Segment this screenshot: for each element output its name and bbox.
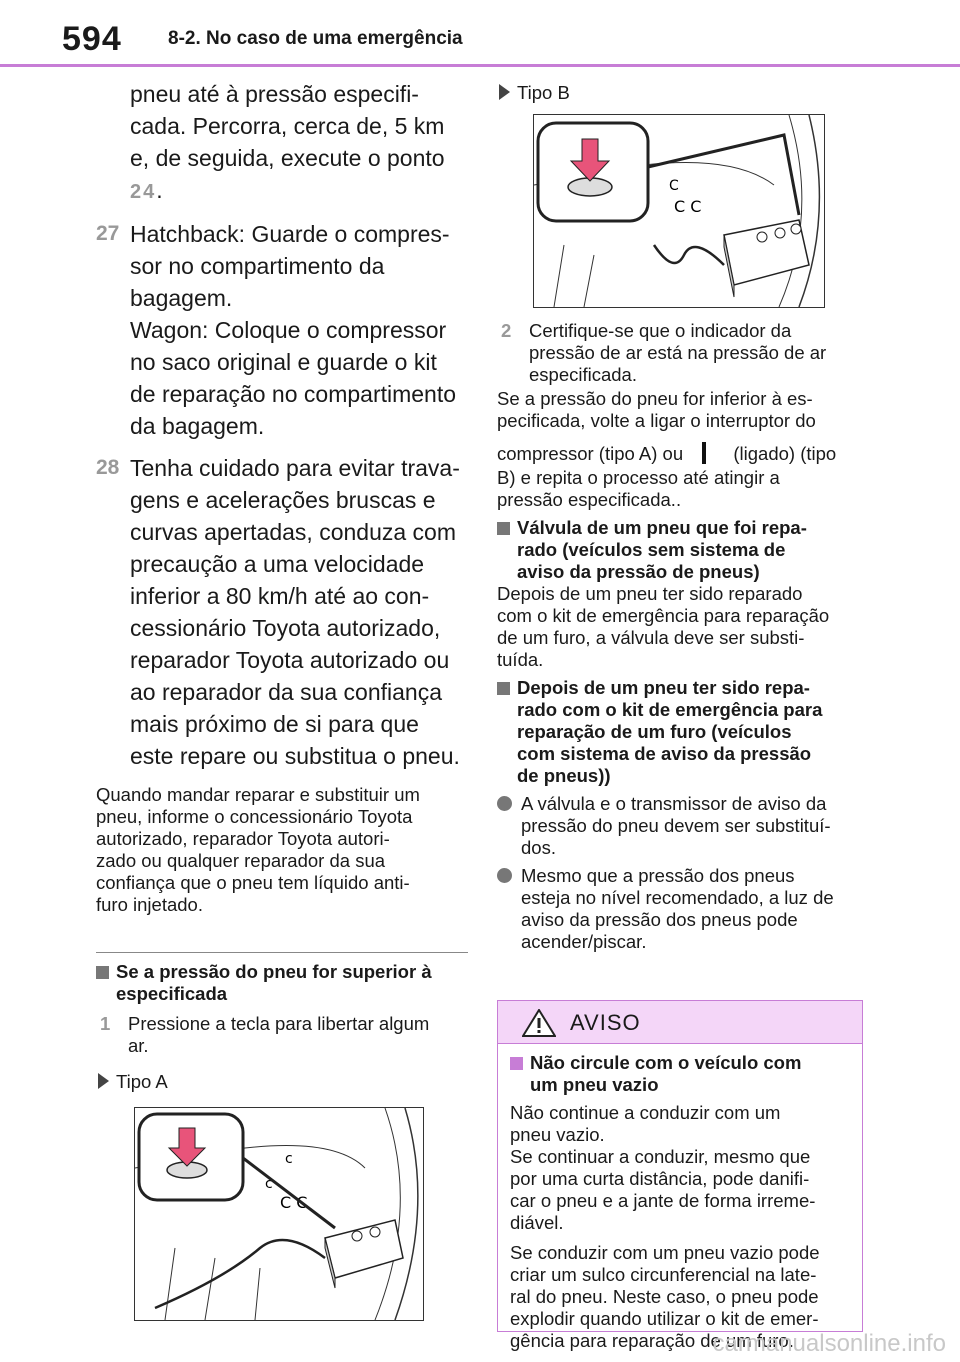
text-line: no saco original e guarde o kit	[130, 349, 437, 375]
text-line: pressão especificada..	[497, 489, 682, 510]
text-line: dos.	[521, 837, 556, 858]
svg-text:C C: C C	[280, 1193, 308, 1212]
page-number: 594	[62, 20, 122, 58]
text-line: diável.	[510, 1212, 564, 1233]
text-line: reparador Toyota autorizado ou	[130, 647, 450, 673]
note-paragraph	[96, 784, 468, 916]
text-line: Se a pressão do pneu for superior à	[116, 961, 432, 982]
type-a-label	[96, 1071, 468, 1093]
text-line: pressão de ar está na pressão de ar	[529, 342, 827, 363]
round-bullet-icon	[497, 868, 512, 883]
text-line: um pneu vazio	[530, 1074, 659, 1095]
text-line: Não circule com o veículo com	[530, 1052, 802, 1073]
text-line: Válvula de um pneu que foi repa-	[517, 517, 807, 538]
text-line: Se a pressão do pneu for inferior à es-	[497, 388, 813, 409]
round-bullet-icon	[497, 796, 512, 811]
step-28	[96, 452, 468, 772]
text-line: Depois de um pneu ter sido reparado	[497, 583, 803, 604]
square-bullet-icon	[510, 1057, 523, 1070]
text-line: Tenha cuidado para evitar trava-	[130, 455, 460, 481]
illustration-type-a	[134, 1107, 424, 1321]
text-line: Pressione a tecla para libertar algum	[128, 1013, 430, 1034]
intro-text	[96, 78, 468, 208]
step-number: 28	[96, 456, 120, 479]
text-line: reparação de um furo (veículos	[517, 721, 792, 742]
subheading-valve-tpms	[497, 677, 863, 787]
text-line: Quando mandar reparar e substituir um	[96, 784, 420, 805]
triangle-bullet-icon	[499, 84, 510, 100]
svg-text:c: c	[265, 1176, 273, 1192]
text-line: Hatchback: Guarde o compres-	[130, 221, 450, 247]
type-label-text: Tipo B	[517, 82, 570, 103]
text-line: acender/piscar.	[521, 931, 647, 952]
text-line: ral do pneu. Neste caso, o pneu pode	[510, 1286, 819, 1307]
square-bullet-icon	[96, 966, 109, 979]
svg-text:C: C	[669, 178, 679, 194]
warning-header	[498, 1001, 862, 1044]
text-line: A válvula e o transmissor de aviso da	[521, 793, 827, 814]
step-2	[497, 320, 863, 386]
text-line: de reparação no compartimento	[130, 381, 457, 407]
step-reference: 24	[130, 181, 157, 203]
text-line: autorizado, reparador Toyota autori-	[96, 828, 390, 849]
subheading-valve-no-tpms	[497, 517, 863, 583]
text-line: precaução a uma velocidade	[130, 551, 425, 577]
step-1	[96, 1013, 468, 1057]
text-line: com sistema de aviso da pressão	[517, 743, 812, 764]
section-divider	[96, 952, 468, 953]
pressure-low-paragraph	[497, 388, 863, 511]
section-title: 8-2. No caso de uma emergência	[168, 28, 463, 49]
warning-title: AVISO	[570, 1010, 641, 1035]
step-number: 27	[96, 222, 120, 245]
text-line: tuída.	[497, 649, 544, 670]
step-number: 1	[100, 1013, 111, 1034]
text-line: pecificada, volte a ligar o interruptor do	[497, 410, 816, 431]
text-line: de um furo, a válvula deve ser substi-	[497, 627, 805, 648]
text-line: pneu vazio.	[510, 1124, 605, 1145]
triangle-bullet-icon	[98, 1073, 109, 1089]
text-line: cessionário Toyota autorizado,	[130, 615, 441, 641]
power-on-symbol-icon	[702, 442, 706, 464]
compressor-type-b-illustration	[534, 115, 824, 307]
valve-paragraph	[497, 583, 863, 671]
text-line: gens e acelerações bruscas e	[130, 487, 436, 513]
text-line	[130, 174, 468, 208]
text-line: aviso da pressão dos pneus pode	[521, 909, 798, 930]
text-line: Se continuar a conduzir, mesmo que	[510, 1146, 811, 1167]
square-bullet-icon	[497, 522, 510, 535]
text-line: Se conduzir com um pneu vazio pode	[510, 1242, 820, 1263]
watermark: carmanualsonline.info	[712, 1330, 946, 1357]
text-line: esteja no nível recomendado, a luz de	[521, 887, 834, 908]
left-column	[96, 78, 468, 1321]
text-line: pressão do pneu devem ser substituí-	[521, 815, 831, 836]
text-line: car o pneu e a jante de forma irreme-	[510, 1190, 816, 1211]
subheading-pressure-high	[96, 961, 468, 1005]
text-line: ao reparador da sua confiança	[130, 679, 442, 705]
text-line: furo injetado.	[96, 894, 203, 915]
text-line: com o kit de emergência para reparação	[497, 605, 830, 626]
text-line: sor no compartimento da	[130, 253, 385, 279]
bullet-item	[497, 793, 863, 859]
step-number: 2	[501, 320, 512, 341]
right-column	[497, 78, 863, 953]
svg-text:c: c	[285, 1151, 293, 1167]
type-label-text: Tipo A	[116, 1071, 168, 1092]
illustration-type-b	[533, 114, 825, 308]
text-line: rado com o kit de emergência para	[517, 699, 823, 720]
step-27	[96, 218, 468, 442]
warning-subheading	[510, 1052, 850, 1096]
text-line: pneu, informe o concessionário Toyota	[96, 806, 413, 827]
text-line	[497, 442, 863, 465]
text-line: da bagagem.	[130, 413, 265, 439]
text-fragment: compressor (tipo A) ou	[497, 443, 684, 464]
svg-text:C C: C C	[674, 197, 702, 216]
text-line: bagagem.	[130, 285, 233, 311]
text-line: inferior a 80 km/h até ao con-	[130, 583, 430, 609]
text-line: especificada.	[529, 364, 637, 385]
text-fragment: (ligado) (tipo	[733, 443, 837, 464]
warning-triangle-icon	[522, 1009, 556, 1037]
text-line: de pneus))	[517, 765, 611, 786]
text-line: Não continue a conduzir com um	[510, 1102, 781, 1123]
text-line: ar.	[128, 1035, 149, 1056]
text-line: Wagon: Coloque o compressor	[130, 317, 447, 343]
text-line: Mesmo que a pressão dos pneus	[521, 865, 795, 886]
page-header	[0, 0, 960, 66]
text-line: curvas apertadas, conduza com	[130, 519, 457, 545]
text-line: Depois de um pneu ter sido repa-	[517, 677, 810, 698]
warning-body	[498, 1044, 862, 1352]
text-line: explodir quando utilizar o kit de emer-	[510, 1308, 819, 1329]
compressor-type-a-illustration	[135, 1108, 423, 1320]
text-line: Certifique-se que o indicador da	[529, 320, 792, 341]
text-line: mais próximo de si para que	[130, 711, 419, 737]
text-line: zado ou qualquer reparador da sua	[96, 850, 386, 871]
text-line: este repare ou substitua o pneu.	[130, 743, 460, 769]
warning-paragraph	[510, 1102, 850, 1234]
header-rule	[0, 64, 960, 67]
text-line: pneu até à pressão especifi-	[130, 81, 419, 107]
text-line: gência para reparação de um furo.	[510, 1330, 794, 1351]
text-line: cada. Percorra, cerca de, 5 km	[130, 113, 445, 139]
text-line: B) e repita o processo até atingir a	[497, 467, 780, 488]
text-line: criar um sulco circunferencial na late-	[510, 1264, 817, 1285]
bullet-item	[497, 865, 863, 953]
text-line: confiança que o pneu tem líquido anti-	[96, 872, 410, 893]
text-line: rado (veículos sem sistema de	[517, 539, 786, 560]
text-line: especificada	[116, 983, 228, 1004]
text-fragment: .	[156, 177, 163, 203]
square-bullet-icon	[497, 682, 510, 695]
text-line: e, de seguida, execute o ponto	[130, 145, 445, 171]
text-line: por uma curta distância, pode danifi-	[510, 1168, 810, 1189]
type-b-label	[497, 82, 863, 104]
text-line: aviso da pressão de pneus)	[517, 561, 760, 582]
